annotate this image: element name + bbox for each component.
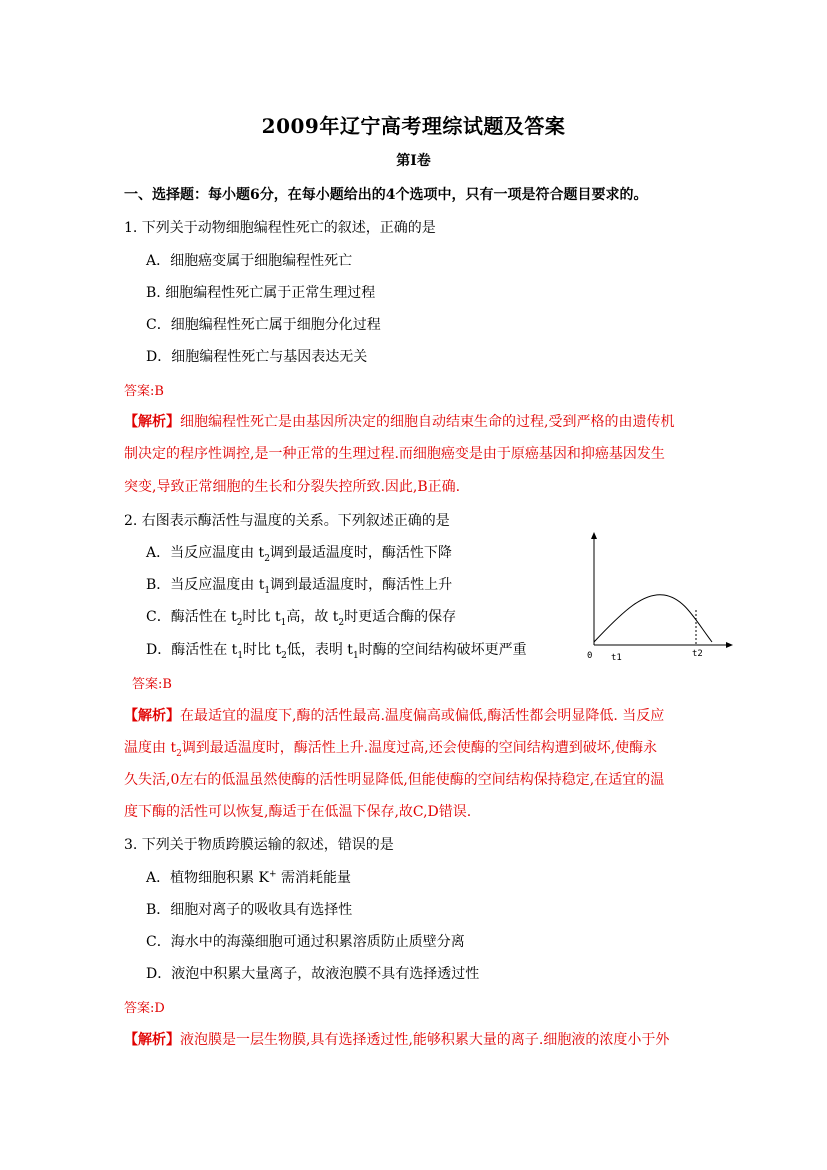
question-1-answer: 答案:B [124,384,164,399]
question-3-option-d: D．液泡中积累大量离子，故液泡膜不具有选择透过性 [146,966,480,982]
page-title: 2009年辽宁高考理综试题及答案 [261,114,566,138]
question-2-option-d: D．酶活性在 $t_1$时比 $t_2$低，表明 $t_1$时酶的空间结构破坏更严重 [146,642,527,661]
activity-curve [594,595,712,642]
question-1-option-d: D．细胞编程性死亡与基因表达无关 [146,349,368,365]
volume-heading: 第Ⅰ卷 [396,153,431,169]
question-1-stem: 1. 下列关于动物细胞编程性死亡的叙述，正确的是 [124,220,436,236]
question-1-explanation-line-1: 【解析】细胞编程性死亡是由基因所决定的细胞自动结束生命的过程,受到严格的由遗传机 [124,414,675,430]
question-1-explanation-line-3: 突变,导致正常细胞的生长和分裂失控所致.因此,B正确. [124,479,461,495]
question-1-option-b: B. 细胞编程性死亡属于正常生理过程 [146,285,376,301]
question-2-explanation-line-1: 【解析】在最适宜的温度下,酶的活性最高.温度偏高或偏低,酶活性都会明显降低. 当反应 [124,708,665,724]
question-2-option-b: B．当反应温度由 $t_1$调到最适温度时，酶活性上升 [146,577,453,596]
question-3-stem: 3. 下列关于物质跨膜运输的叙述，错误的是 [124,837,394,853]
question-2-explanation-line-2: 温度由 $t_2$调到最适温度时，酶活性上升.温度过高,还会使酶的空间结构遭到破坏,使酶永 [124,740,658,759]
question-2-option-a: A．当反应温度由 $t_2$调到最适温度时，酶活性下降 [146,545,452,564]
t2-label: t2 [692,649,703,659]
explanation-tag: 【解析】 [124,708,180,724]
question-2-answer: 答案:B [132,677,172,692]
enzyme-temperature-diagram [584,530,734,670]
question-2-option-c: C．酶活性在 $t_2$时比 $t_1$高，故 $t_2$时更适合酶的保存 [146,609,457,628]
question-3-explanation-line-1: 【解析】液泡膜是一层生物膜,具有选择透过性,能够积累大量的离子.细胞液的浓度小于外 [124,1032,670,1048]
x-axis-arrow [726,642,733,648]
question-2-explanation-line-4: 度下酶的活性可以恢复,酶适于在低温下保存,故C,D错误. [124,804,472,820]
question-1-explanation-line-2: 制决定的程序性调控,是一种正常的生理过程.而细胞癌变是由于原癌基因和抑癌基因发生 [124,446,665,462]
explanation-tag: 【解析】 [124,1032,180,1048]
origin-label: 0 [587,651,593,661]
section-header: 一、选择题：每小题6分，在每小题给出的4个选项中，只有一项是符合题目要求的。 [124,187,648,203]
question-2-explanation-line-3: 久失活,0左右的低温虽然使酶的活性明显降低,但能使酶的空间结构保持稳定,在适宜的温 [124,772,665,788]
t1-label: t1 [611,653,622,663]
question-3-answer: 答案:D [124,1001,165,1016]
y-axis-arrow [591,532,597,539]
question-1-option-c: C．细胞编程性死亡属于细胞分化过程 [146,317,381,333]
explanation-tag: 【解析】 [124,414,180,430]
question-1-option-a: A．细胞癌变属于细胞编程性死亡 [146,253,353,269]
question-3-option-a: A．植物细胞积累 K+ 需消耗能量 [146,869,352,886]
question-2-stem: 2. 右图表示酶活性与温度的关系。下列叙述正确的是 [124,513,450,529]
question-3-option-c: C．海水中的海藻细胞可通过积累溶质防止质壁分离 [146,934,465,950]
question-3-option-b: B．细胞对离子的吸收具有选择性 [146,902,353,918]
